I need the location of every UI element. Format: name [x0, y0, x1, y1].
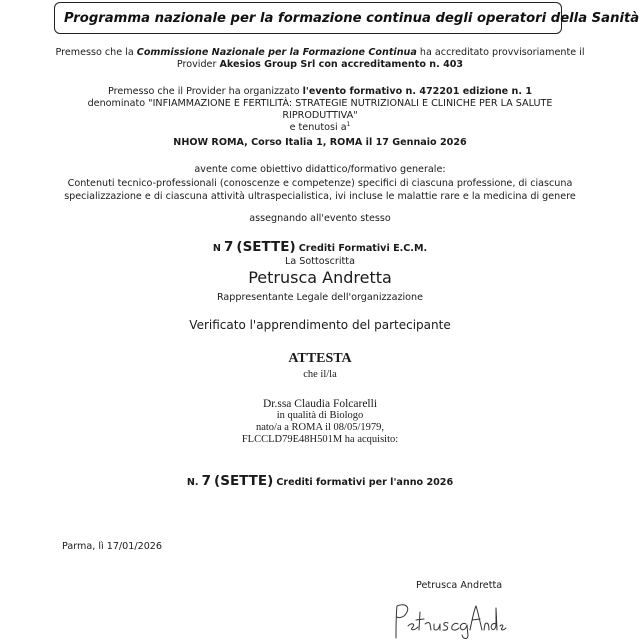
attesta-subtitle: che il/la	[303, 369, 337, 380]
credits-assigned	[0, 241, 640, 255]
event-denomination: denominato "INFIAMMAZIONE E FERTILITÀ: STRATEGIE NUTRIZIONALI E CLINICHE PER LA SALUTE	[87, 98, 553, 109]
header-box	[54, 2, 640, 34]
handwritten-signature	[388, 598, 508, 640]
objective-intro: avente come obiettivo didattico/formativo generale:	[194, 164, 446, 175]
signer-name: Petrusca Andretta	[416, 580, 503, 591]
event-venue: NHOW ROMA, Corso Italia 1, ROMA il 17 Gennaio 2026	[173, 137, 467, 148]
provider-name: Akesios Group Srl con accreditamento n. 403	[219, 59, 464, 70]
held-at-line	[0, 122, 640, 134]
premise-provider-line	[0, 59, 640, 71]
credits-words: (SETTE)	[214, 473, 274, 489]
participant-name-line	[0, 397, 640, 411]
premise-text: Premesso che il Provider ha organizzato	[107, 86, 303, 97]
footnote-marker: 1	[346, 120, 351, 128]
credits-earned	[0, 475, 640, 489]
credits-words: (SETTE)	[236, 239, 296, 255]
legal-rep-role: Rappresentante Legale dell'organizzazione	[216, 292, 424, 303]
assigning-text: assegnando all'evento stesso	[249, 213, 391, 224]
credits-suffix: Crediti formativi per l'anno 2026	[276, 477, 454, 488]
verified-text: Verificato l'apprendimento del partecipante	[189, 318, 451, 332]
participant-birth: nato/a a ROMA il 08/05/1979,	[255, 422, 385, 433]
credits-number: 7	[201, 473, 211, 489]
objective-line-2: specializzazione e di ciascuna attività ultraspecialistica, ivi incluse le malattie rare e la medicina di genere	[64, 191, 576, 202]
document-title: Programma nazionale per la formazione continua degli operatori della Sanità	[64, 10, 640, 26]
premise-commission-line	[0, 47, 640, 59]
premise-event-line	[0, 86, 640, 98]
participant-qualification: in qualità di Biologo	[276, 410, 364, 421]
undersigned-intro: La Sottoscritta	[285, 256, 355, 267]
commission-name: Commissione Nazionale per la Formazione Continua	[136, 47, 417, 58]
participant-title: Dr.ssa	[262, 398, 292, 410]
credits-prefix: N.	[186, 477, 199, 488]
premise-text: ha accreditato provvisoriamente il	[416, 47, 585, 58]
event-denomination-cont: RIPRODUTTIVA"	[282, 110, 358, 121]
attesta-title: ATTESTA	[288, 351, 352, 366]
held-at-text: e tenutosi a	[289, 122, 347, 133]
place-date: Parma, lì 17/01/2026	[62, 541, 163, 552]
provider-label: Provider	[176, 59, 220, 70]
credits-suffix: Crediti Formativi E.C.M.	[298, 243, 428, 254]
credits-number: 7	[223, 239, 234, 255]
credits-prefix: N	[212, 243, 221, 254]
legal-rep-name: Petrusca Andretta	[248, 268, 392, 287]
event-number: l'evento formativo n. 472201 edizione n. 1	[302, 86, 533, 97]
objective-line-1: Contenuti tecnico-professionali (conoscenze e competenze) specifici di ciascuna professione, di ciascuna	[67, 178, 573, 189]
premise-text: Premesso che la	[55, 47, 137, 58]
participant-name: Claudia Folcarelli	[294, 398, 378, 410]
participant-fiscal-code: FLCCLD79E48H501M ha acquisito:	[241, 434, 399, 445]
